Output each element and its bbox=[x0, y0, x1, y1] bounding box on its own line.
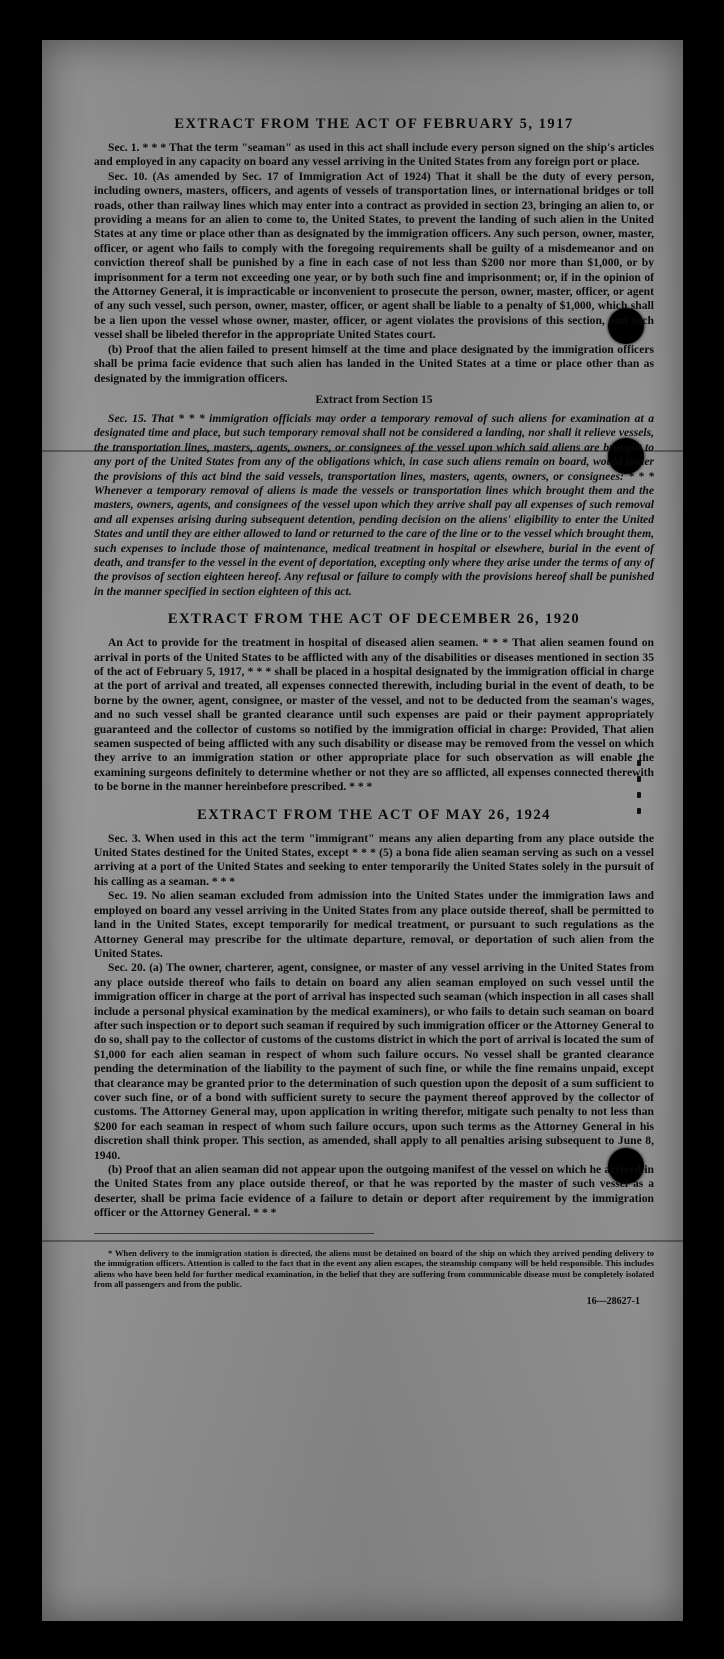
heading-act-1920: EXTRACT FROM THE ACT OF DECEMBER 26, 1920 bbox=[167, 611, 581, 628]
paragraph-sec20: Sec. 20. (a) The owner, charterer, agent, consignee, or master of any vessel arriving in the United States from any place outside thereof who fails to detain on board any alien seaman employed on such vessel until the immigration officer in charge at the port of arrival has inspected such seaman (which inspection in all cases shall include a personal physical examination by the medical examiners), or who fails to detain such seaman on board after such inspection or to deport such seaman if required by such immigration officer or the Attorney General to do so, shall pay to the collector of customs of the customs district in which the port of arrival is located the sum of $1,000 for each alien seaman in respect of whom such failure occurs. No vessel shall be granted clearance pending the determination of the liability to the payment of such fine, or while the fine remains unpaid, except that clearance may be granted prior to the determination of such question upon the deposit of a sum sufficient to cover such fine, or of a bond with sufficient surety to secure the payment thereof approved by the collector of customs. The Attorney General may, upon application in writing therefor, mitigate such penalty to not less than $200 for each seaman in respect of whom such failure occurs, upon such terms as the Attorney General in his discretion shall think proper. This section, as amended, shall apply to all penalties arising subsequent to June 8, 1940. bbox=[94, 961, 654, 1162]
subheading-section-15: Extract from Section 15 bbox=[315, 393, 433, 406]
document-sheet bbox=[42, 40, 683, 1621]
section-1920 bbox=[94, 611, 654, 794]
section-1917 bbox=[94, 116, 654, 599]
paragraph-act-1920: An Act to provide for the treatment in hospital of diseased alien seamen. * * * That alien seamen found on arrival in ports of the United States to be afflicted with any of the disabilities or diseases mentioned in section 35 of the act of February 5, 1917, * * * shall be placed in a hospital designated by the immigration official in charge at the port of arrival and treated, all expenses connected therewith, including burial in the event of death, to be borne by the owner, agent, consignee, or master of the vessel, and not to be deducted from the seaman's wages, and no such vessel shall be granted clearance until such expenses are paid or their payment appropriately guaranteed and the collector of customs so notified by the immigration official in charge: Provided, That alien seamen suspected of being afflicted with any such disability or disease may be removed from the vessel on which they arrive to an immigration station or other appropriate place for such observation as will enable the examining surgeons definitely to determine whether or not they are so afflicted, all expenses connected therewith to be borne in the manner hereinbefore prescribed. * * * bbox=[94, 636, 654, 794]
paragraph-sec10b: (b) Proof that the alien failed to present himself at the time and place designated by the immigration officers shall be prima facie evidence that such alien has landed in the United States at a time or place other than as designated by the immigration officers. bbox=[94, 342, 654, 385]
paragraph-sec1: Sec. 1. * * * That the term "seaman" as used in this act shall include every person signed on the ship's articles and employed in any capacity on board any vessel arriving in the United States from any foreign port or place. bbox=[94, 141, 654, 169]
heading-act-1924: EXTRACT FROM THE ACT OF MAY 26, 1924 bbox=[197, 806, 551, 823]
paragraph-sec15: Sec. 15. That * * * immigration officials may order a temporary removal of such aliens for examination at a designated time and place, but such temporary removal shall not be considered a landing, nor shall it relieve vessels, the transportation lines, masters, agents, owners, or consignees of the vessel upon which said aliens are brought to any port of the United States from any of the obligations which, in case such aliens remain on board, would under the provisions of this act bind the said vessels, transportation lines, masters, agents, owners, or consignees: * * * Whenever a temporary removal of aliens is made the vessels or transportation lines which brought them and the masters, owners, agents, and consignees of the vessel upon which they arrive shall pay all expenses of such removal and all expenses arising during subsequent detention, pending decision on the aliens' eligibility to enter the United States and until they are either allowed to land or returned to the care of the line or to the vessel which brought them, such expenses to include those of maintenance, medical treatment in hospital or elsewhere, burial in the event of death, and transfer to the vessel in the event of deportation, excepting only where they arise under the terms of any of the provisos of section eighteen hereof. Any refusal or failure to comply with the provisions hereof shall be punished in the manner specified in section eighteen of this act. bbox=[94, 411, 654, 598]
document-body bbox=[94, 116, 654, 1307]
heading-act-1917: EXTRACT FROM THE ACT OF FEBRUARY 5, 1917 bbox=[174, 116, 574, 132]
paragraph-sec20b: (b) Proof that an alien seaman did not appear upon the outgoing manifest of the vessel on which he arrived in the United States from any place outside thereof, or that he was reported by the master of such vessel as a deserter, shall be prima facie evidence of a failure to detain or deport after requirement by the immigration officer or the Attorney General. * * * bbox=[94, 1163, 654, 1220]
print-code: 16—28627-1 bbox=[586, 1296, 640, 1307]
paragraph-sec10: Sec. 10. (As amended by Sec. 17 of Immigration Act of 1924) That it shall be the duty of every person, including owners, masters, officers, and agents of vessels of transportation lines, or international bridges or toll roads, other than railway lines which may enter into a contract as provided in section 23, bringing an alien to, or providing a means for an alien to come to, the United States, to prevent the landing of such alien in the United States at any time or place other than as designated by the immigration officers. Any such person, owner, master, officer, or agent who fails to comply with the foregoing requirements shall be guilty of a misdemeanor and on conviction thereof shall be punished by a fine in each case of not less than $200 nor more than $1,000, or by imprisonment for a term not exceeding one year, or by both such fine and imprisonment; or, if in the opinion of the Attorney General, it is impracticable or inconvenient to prosecute the person, owner, master, officer, or agent of any such vessel, such person, owner, master, officer, or agent shall be liable to a penalty of $1,000, which shall be a lien upon the vessel whose owner, master, officer, or agent violates the provisions of this section, and such vessel shall be libeled therefor in the appropriate United States court. bbox=[94, 169, 654, 342]
footnote-divider bbox=[94, 1233, 374, 1234]
footnote-text: * When delivery to the immigration station is directed, the aliens must be detained on board of the ship on which they arrived pending delivery to the immigration officers. Attention is called to the fact that in the event any alien escapes, the steamship company will be held responsible. This includes aliens who have been held for further medical examination, in the belief that they are suffering from communicable disease must be completely isolated from all passengers and from the public. bbox=[94, 1247, 654, 1290]
section-1924 bbox=[94, 807, 654, 1221]
footnote bbox=[94, 1248, 654, 1290]
paragraph-sec19: Sec. 19. No alien seaman excluded from admission into the United States under the immigration laws and employed on board any vessel arriving in the United States from any place outside thereof, shall be permitted to land in the United States, except temporarily for medical treatment, or pursuant to such regulations as the Attorney General may prescribe for the ultimate departure, removal, or deportation of such alien from the United States. bbox=[94, 889, 654, 960]
paragraph-sec3: Sec. 3. When used in this act the term "immigrant" means any alien departing from any place outside the United States destined for the United States, except * * * (5) a bona fide alien seaman serving as such on a vessel arriving at a port of the United States and seeking to enter temporarily the United States solely in the pursuit of his calling as a seaman. * * * bbox=[94, 831, 654, 888]
